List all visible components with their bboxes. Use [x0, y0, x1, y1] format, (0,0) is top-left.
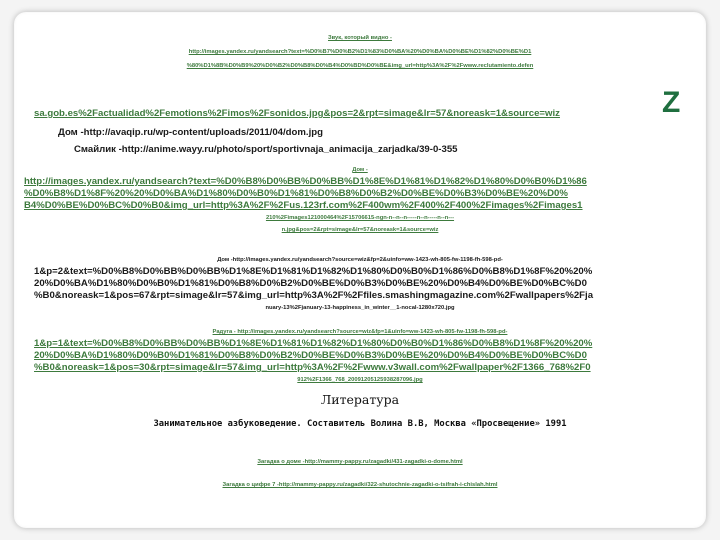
rainbow-source-link-5[interactable]: 912%2F1366_768_20091205125938287096.jpg	[297, 377, 423, 383]
rainbow-source-link-1[interactable]: Радуга - http://images.yandex.ru/yandsearch?source=wiz&fp=1&uinfo=ww-1423-wh-805-fw-1198-fh-598-pd-	[212, 329, 508, 335]
sound-source-title-link[interactable]: Звук, который видно -	[328, 35, 392, 41]
sound-source-link-1[interactable]: http://images.yandex.ru/yandsearch?text=%D0%B7%D0%B2%D1%83%D0%BA%20%D0%BA%D0%BE%D1%82%D0%BE%D1	[188, 49, 532, 55]
smiley-source: Смайлик -http://anime.wayy.ru/photo/sport/sportivnaja_animacija_zarjadka/39-0-355	[74, 144, 458, 155]
house-source-3-line-4: %B0&noreask=1&pos=67&rpt=simage&lr=57&img_url=http%3A%2F%2Ffiles.smashingmagazine.com%2Fwallpapers%2Fja	[34, 290, 594, 301]
riddle-seven-link[interactable]: Загадка о цифре 7 -http://mammy-pappy.ru/zagadki/322-shutochnie-zagadki-o-tsifrah-i-chislah.html	[222, 482, 498, 488]
house-source-2-link-5[interactable]: n.jpg&pos=2&rpt=simage&lr=57&noreask=1&source=wiz	[281, 227, 439, 233]
house-source: Дом -http://avaqip.ru/wp-content/uploads/2011/04/dom.jpg	[58, 127, 323, 138]
house-source-2-line-1[interactable]	[24, 176, 587, 188]
literature-book: Занимательное азбуковедение. Составитель Волина В.В, Москва «Просвещение» 1991	[153, 419, 567, 429]
slide	[14, 12, 706, 528]
house-source-2-link-2[interactable]: %D0%B8%D1%8F%20%20%D0%BA%D1%80%D0%B0%D1%81%D0%B8%D0%B2%D0%BE%D0%B3%D0%BE%20%D0%	[24, 188, 568, 199]
house-source-2-line-5[interactable]	[14, 224, 706, 236]
rainbow-source-line-5[interactable]	[14, 374, 706, 386]
big-letter-z: Z	[662, 86, 681, 119]
house-source-2-line-2[interactable]	[24, 188, 568, 200]
house-source-3-line-2: 1&p=2&text=%D0%B8%D0%BB%D0%BB%D1%8E%D1%81%D1%82%D1%80%D0%B0%D1%86%D0%B8%D1%8F%20%20%	[34, 266, 593, 277]
house-source-3-line-1: Дом -http://images.yandex.ru/yandsearch?source=wiz&fp=2&uinfo=ww-1423-wh-805-fw-1198-fh-598-pd-	[217, 257, 503, 263]
rainbow-source-line-1[interactable]	[14, 326, 706, 338]
sound-source-line-1[interactable]	[14, 46, 706, 58]
sound-source-line-3[interactable]	[34, 108, 560, 120]
riddle-seven-line[interactable]	[14, 479, 706, 491]
literature-title: Литература	[320, 392, 400, 407]
rainbow-source-line-4[interactable]	[34, 362, 591, 374]
house-source-2-title-link[interactable]: Дом -	[352, 167, 368, 173]
sound-source-link-3[interactable]: sa.gob.es%2Factualidad%2Femotions%2Fimos%2Fsonidos.jpg&pos=2&rpt=simage&lr=57&noreask=1&source=wiz	[34, 108, 560, 119]
house-source-2-line-4[interactable]	[14, 212, 706, 224]
house-source-2-title[interactable]	[14, 164, 706, 176]
rainbow-source-line-2[interactable]	[34, 338, 592, 350]
rainbow-source-link-3[interactable]: 20%D0%BA%D1%80%D0%B0%D1%81%D0%B8%D0%B2%D0%BE%D0%B3%D0%BE%20%D0%B4%D0%BE%D0%BC%D0	[34, 350, 587, 361]
sound-source-title[interactable]	[14, 32, 706, 44]
house-source-3-line-5: nuary-13%2Fjanuary-13-happiness_in_winter__1-nocal-1280x720.jpg	[265, 305, 455, 311]
rainbow-source-line-3[interactable]	[34, 350, 587, 362]
sound-source-link-2[interactable]: %80%D1%8B%D0%B9%20%D0%B2%D0%B8%D0%B4%D0%BD%D0%BE&img_url=http%3A%2F%2Fwww.reclutamiento.defen	[186, 63, 534, 69]
house-source-2-line-3[interactable]	[24, 200, 583, 212]
rainbow-source-link-2[interactable]: 1&p=1&text=%D0%B8%D0%BB%D0%BB%D1%8E%D1%81%D1%82%D1%80%D0%B0%D1%86%D0%B8%D1%8F%20%20%	[34, 338, 593, 349]
riddle-house-link[interactable]: Загадка о доме -http://mammy-pappy.ru/zagadki/431-zagadki-o-dome.html	[257, 459, 463, 465]
house-source-2-link-4[interactable]: 210%2Fimages121000464%2F15706615-ngn-n--n--n-----n--n-----n--n---	[265, 215, 455, 221]
sound-source-line-2[interactable]	[14, 60, 706, 72]
rainbow-source-link-4[interactable]: %B0&noreask=1&pos=30&rpt=simage&lr=57&img_url=http%3A%2F%2Fwww.v3wall.com%2Fwallpaper%2F1366_768%2F0	[34, 362, 591, 373]
house-source-2-link-1[interactable]: http://images.yandex.ru/yandsearch?text=%D0%B8%D0%BB%D0%BB%D1%8E%D1%81%D1%82%D1%80%D0%B0%D1%86	[24, 176, 587, 187]
house-source-2-link-3[interactable]: B4%D0%BE%D0%BC%D0%B0&img_url=http%3A%2F%2Fus.123rf.com%2F400wm%2F400%2F400%2Fimages%2Fimages1	[24, 200, 583, 211]
riddle-house-line[interactable]	[14, 456, 706, 468]
house-source-3-line-3: 20%D0%BA%D1%80%D0%B0%D1%81%D0%B8%D0%B2%D0%BE%D0%B3%D0%BE%20%D0%B4%D0%BE%D0%BC%D0	[34, 278, 587, 289]
